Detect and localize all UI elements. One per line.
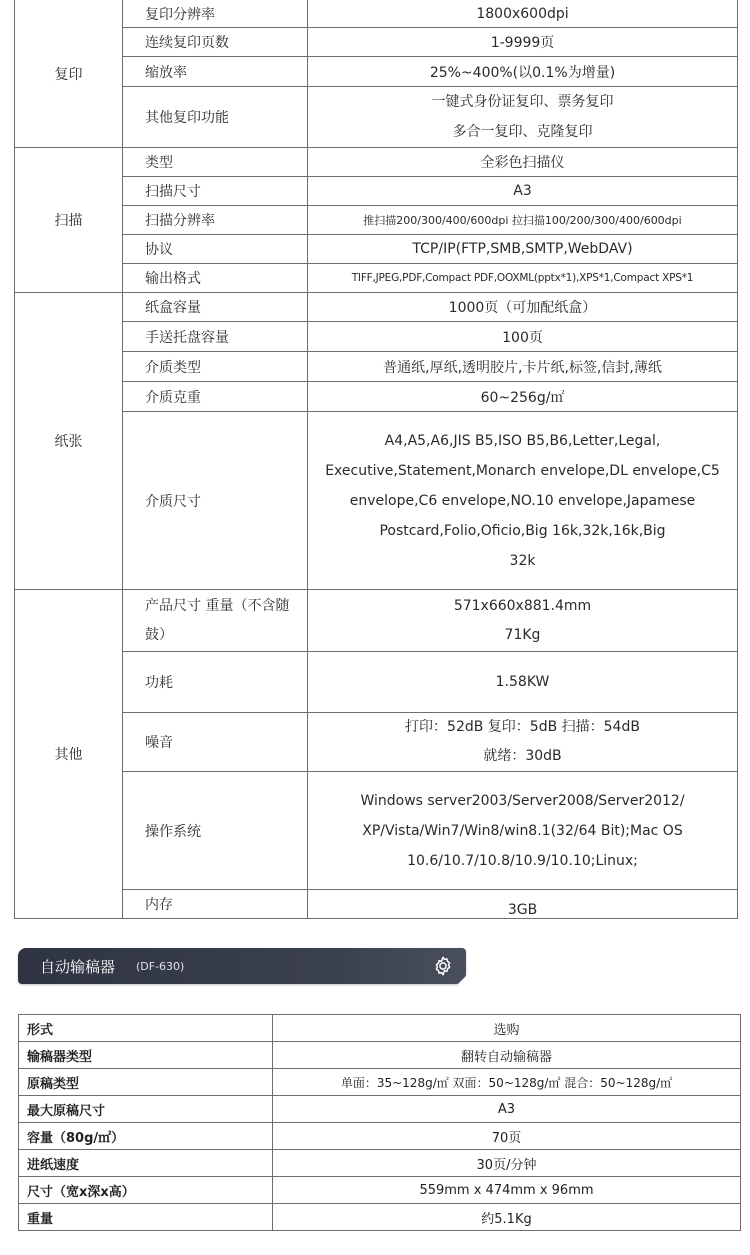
row-value: 1800x600dpi [308,0,738,28]
table-row [19,1177,741,1204]
row-label: 复印分辨率 [123,0,308,28]
row-value: 1.58KW [308,652,738,713]
table-row [15,652,738,713]
row-label: 介质尺寸 [123,412,308,590]
label-line: 重量（不含随鼓） [145,597,290,643]
table-row [15,890,738,919]
value-line: 571x660x881.4mm [453,597,592,614]
table-row [15,352,738,382]
table-row [15,206,738,235]
row-label: 功耗 [123,652,308,713]
table-row [15,264,738,293]
row-value: 60~256g/㎡ [308,382,738,412]
row-value [308,590,738,652]
row-value: TCP/IP(FTP,SMB,SMTP,WebDAV) [308,235,738,264]
row-label: 容量（80g/㎡） [19,1123,273,1150]
row-label: 介质类型 [123,352,308,382]
adf-table [18,1014,741,1231]
row-value [308,713,738,772]
row-label: 输出格式 [123,264,308,293]
row-value: 30页/分钟 [273,1150,741,1177]
row-label: 输稿器类型 [19,1042,273,1069]
table-row [15,772,738,890]
category-other: 其他 [15,590,123,919]
table-row [15,0,738,28]
row-label: 形式 [19,1015,273,1042]
table-row [15,590,738,652]
value-line: Postcard,Folio,Oficio,Big 16k,32k,16k,Big [379,522,666,539]
table-row [15,322,738,352]
row-value [308,87,738,148]
row-label: 缩放率 [123,57,308,87]
gear-icon [432,955,454,977]
row-value: 普通纸,厚纸,透明胶片,卡片纸,标签,信封,薄纸 [308,352,738,382]
value-line: 打印：52dB 复印：5dB 扫描：54dB [405,719,640,735]
table-row [15,235,738,264]
value-line: 10.6/10.7/10.8/10.9/10.10;Linux; [407,852,638,869]
table-row [19,1015,741,1042]
row-label: 介质克重 [123,382,308,412]
row-value [308,412,738,590]
table-row [15,382,738,412]
value-line: 多合一复印、克隆复印 [452,124,593,140]
spec-table [14,0,738,919]
value-line: Windows server2003/Server2008/Server2012/ [360,792,685,809]
row-label: 重量 [19,1204,273,1231]
row-label: 手送托盘容量 [123,322,308,352]
table-row [19,1204,741,1231]
table-row [15,713,738,772]
row-label [123,590,308,652]
category-paper: 纸张 [15,293,123,590]
category-copy: 复印 [15,0,123,148]
table-row [15,57,738,87]
table-row [19,1096,741,1123]
row-value: 559mm x 474mm x 96mm [273,1177,741,1204]
section-header [18,948,466,984]
row-value: 70页 [273,1123,741,1150]
row-value: 25%~400%(以0.1%为增量) [308,57,738,87]
table-row [15,293,738,322]
table-row [15,148,738,177]
row-value: 单面：35~128g/㎡ 双面：50~128g/㎡ 混合：50~128g/㎡ [273,1069,741,1096]
table-row [19,1123,741,1150]
row-label: 最大原稿尺寸 [19,1096,273,1123]
value-line: 就绪：30dB [483,748,562,764]
row-label: 纸盒容量 [123,293,308,322]
table-row [15,412,738,590]
row-label: 扫描尺寸 [123,177,308,206]
row-value: 全彩色扫描仪 [308,148,738,177]
table-row [15,28,738,57]
row-label: 内存 [123,890,308,919]
row-label: 操作系统 [123,772,308,890]
table-row [19,1069,741,1096]
row-label: 其他复印功能 [123,87,308,148]
row-value: 1000页（可加配纸盒） [308,293,738,322]
row-label: 原稿类型 [19,1069,273,1096]
row-value: A3 [273,1096,741,1123]
value-line: 71Kg [504,626,541,643]
value-line: Executive,Statement,Monarch envelope,DL envelope,C5 [325,462,720,479]
value-line: XP/Vista/Win7/Win8/win8.1(32/64 Bit);Mac OS [362,822,683,839]
table-row [19,1150,741,1177]
banner-corner [457,975,467,985]
row-label: 协议 [123,235,308,264]
section-title: 自动输稿器 [40,958,116,976]
label-line: 产品尺寸 [145,597,201,614]
row-value: 推扫描200/300/400/600dpi 拉扫描100/200/300/400/600dpi [308,206,738,235]
row-value: TIFF,JPEG,PDF,Compact PDF,OOXML(pptx*1),XPS*1,Compact XPS*1 [308,264,738,293]
row-value [308,772,738,890]
table-row [15,87,738,148]
row-label: 尺寸（宽x深x高） [19,1177,273,1204]
value-line: 一键式身份证复印、票务复印 [431,94,614,110]
row-value: 1-9999页 [308,28,738,57]
row-value: 约5.1Kg [273,1204,741,1231]
value-line: envelope,C6 envelope,NO.10 envelope,Japamese [349,492,696,509]
value-line: A4,A5,A6,JIS B5,ISO B5,B6,Letter,Legal, [384,432,661,449]
row-value: 选购 [273,1015,741,1042]
row-value: 3GB [308,890,738,919]
section-model: (DF-630) [136,960,185,973]
row-label: 噪音 [123,713,308,772]
row-label: 进纸速度 [19,1150,273,1177]
row-label: 连续复印页数 [123,28,308,57]
row-value: 100页 [308,322,738,352]
row-label: 类型 [123,148,308,177]
table-row [15,177,738,206]
value-line: 32k [509,552,536,569]
row-value: 翻转自动输稿器 [273,1042,741,1069]
row-value: A3 [308,177,738,206]
row-label: 扫描分辨率 [123,206,308,235]
category-scan: 扫描 [15,148,123,293]
table-row [19,1042,741,1069]
